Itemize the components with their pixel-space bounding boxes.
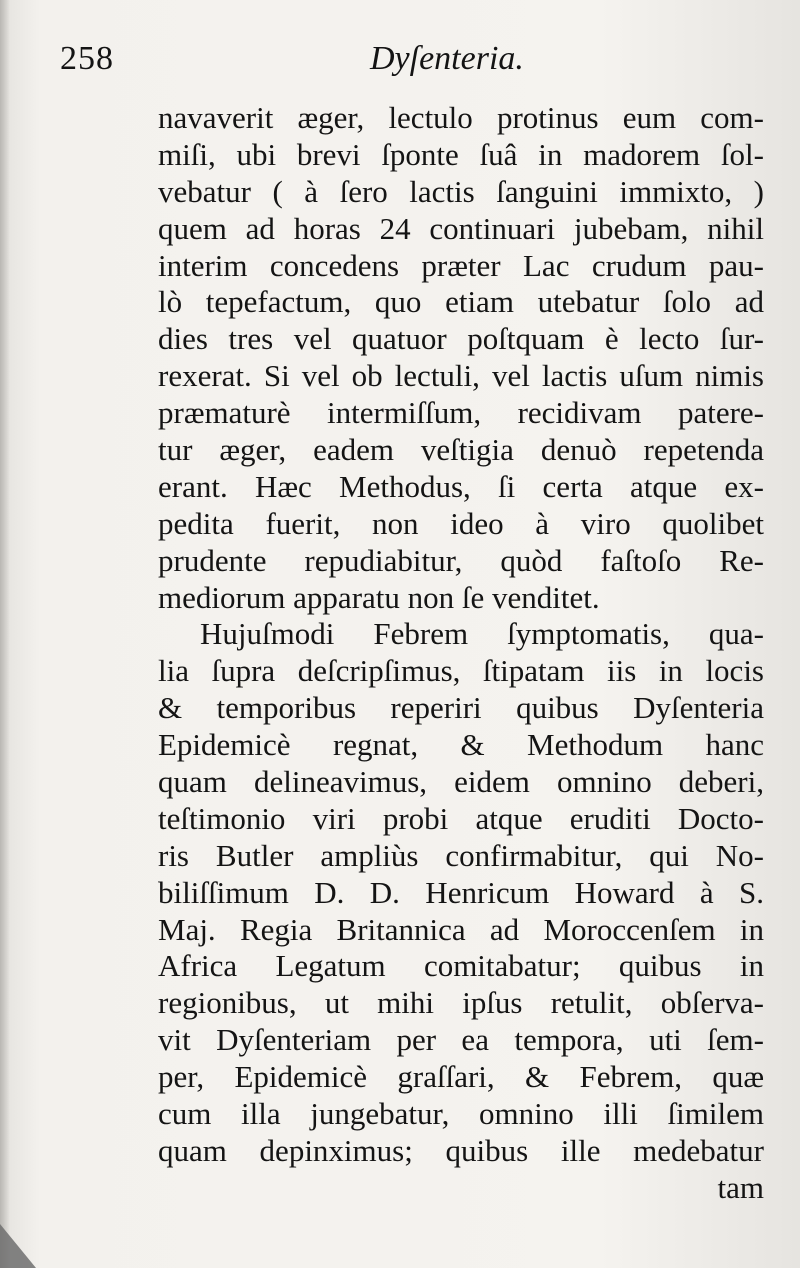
text-line: navaverit æger, lectulo protinus eum com- — [158, 100, 764, 135]
text-line: quem ad horas 24 continuari jubebam, nihil — [158, 210, 764, 246]
text-line: regionibus, ut mihi ipſus retulit, obſerva- — [158, 985, 764, 1021]
text-line: mediorum apparatu non ſe venditet. — [158, 579, 600, 615]
text-line: miſi, ubi brevi ſponte ſuâ in madorem ſol- — [158, 136, 764, 172]
text-line: cum illa jungebatur, omnino illi ſimilem — [158, 1096, 764, 1132]
running-head: Dyſenteria. — [370, 40, 524, 77]
text-line: rexerat. Si vel ob lectuli, vel lactis uſum nimis — [158, 358, 764, 394]
text-line: Epidemicè regnat, & Methodum hanc — [158, 727, 764, 763]
catchword: tam — [717, 1169, 764, 1205]
text-line: teſtimonio viri probi atque eruditi Docto- — [158, 800, 764, 836]
text-line: interim concedens præter Lac crudum pau- — [158, 247, 764, 283]
text-line: biliſſimum D. D. Henricum Howard à S. — [158, 874, 764, 910]
text-line: vebatur ( à ſero lactis ſanguini immixto, ) — [158, 173, 764, 209]
text-line: Maj. Regia Britannica ad Moroccenſem in — [158, 911, 764, 947]
text-line: dies tres vel quatuor poſtquam è lecto ſur- — [158, 321, 764, 357]
text-line: tur æger, eadem veſtigia denuò repetenda — [158, 432, 764, 468]
text-line: prudente repudiabitur, quòd faſtoſo Re- — [158, 542, 764, 578]
text-line: erant. Hæc Methodus, ſi certa atque ex- — [158, 468, 764, 504]
text-line: vit Dyſenteriam per ea tempora, uti ſem- — [158, 1022, 764, 1058]
text-line: ris Butler ampliùs confirmabitur, qui No- — [158, 837, 764, 873]
text-line: lia ſupra deſcripſimus, ſtipatam iis in locis — [158, 653, 764, 689]
page-corner-shadow — [0, 1224, 36, 1268]
body-text — [158, 100, 764, 1207]
text-line: quam delineavimus, eidem omnino deberi, — [158, 764, 764, 800]
text-line: Hujuſmodi Febrem ſymptomatis, qua- — [200, 616, 764, 652]
text-line: quam depinximus; quibus ille medebatur — [158, 1132, 764, 1168]
text-line: per, Epidemicè graſſari, & Febrem, quæ — [158, 1059, 764, 1095]
page-number: 258 — [60, 40, 114, 77]
text-line: præmaturè intermiſſum, recidivam patere- — [158, 395, 764, 431]
text-line: lò tepefactum, quo etiam utebatur ſolo ad — [158, 284, 764, 320]
gutter-shadow — [0, 0, 10, 1268]
text-line: & temporibus reperiri quibus Dyſenteria — [158, 690, 764, 726]
text-line: Africa Legatum comitabatur; quibus in — [158, 948, 764, 984]
text-line: pedita fuerit, non ideo à viro quolibet — [158, 505, 764, 541]
page-header — [60, 40, 760, 90]
